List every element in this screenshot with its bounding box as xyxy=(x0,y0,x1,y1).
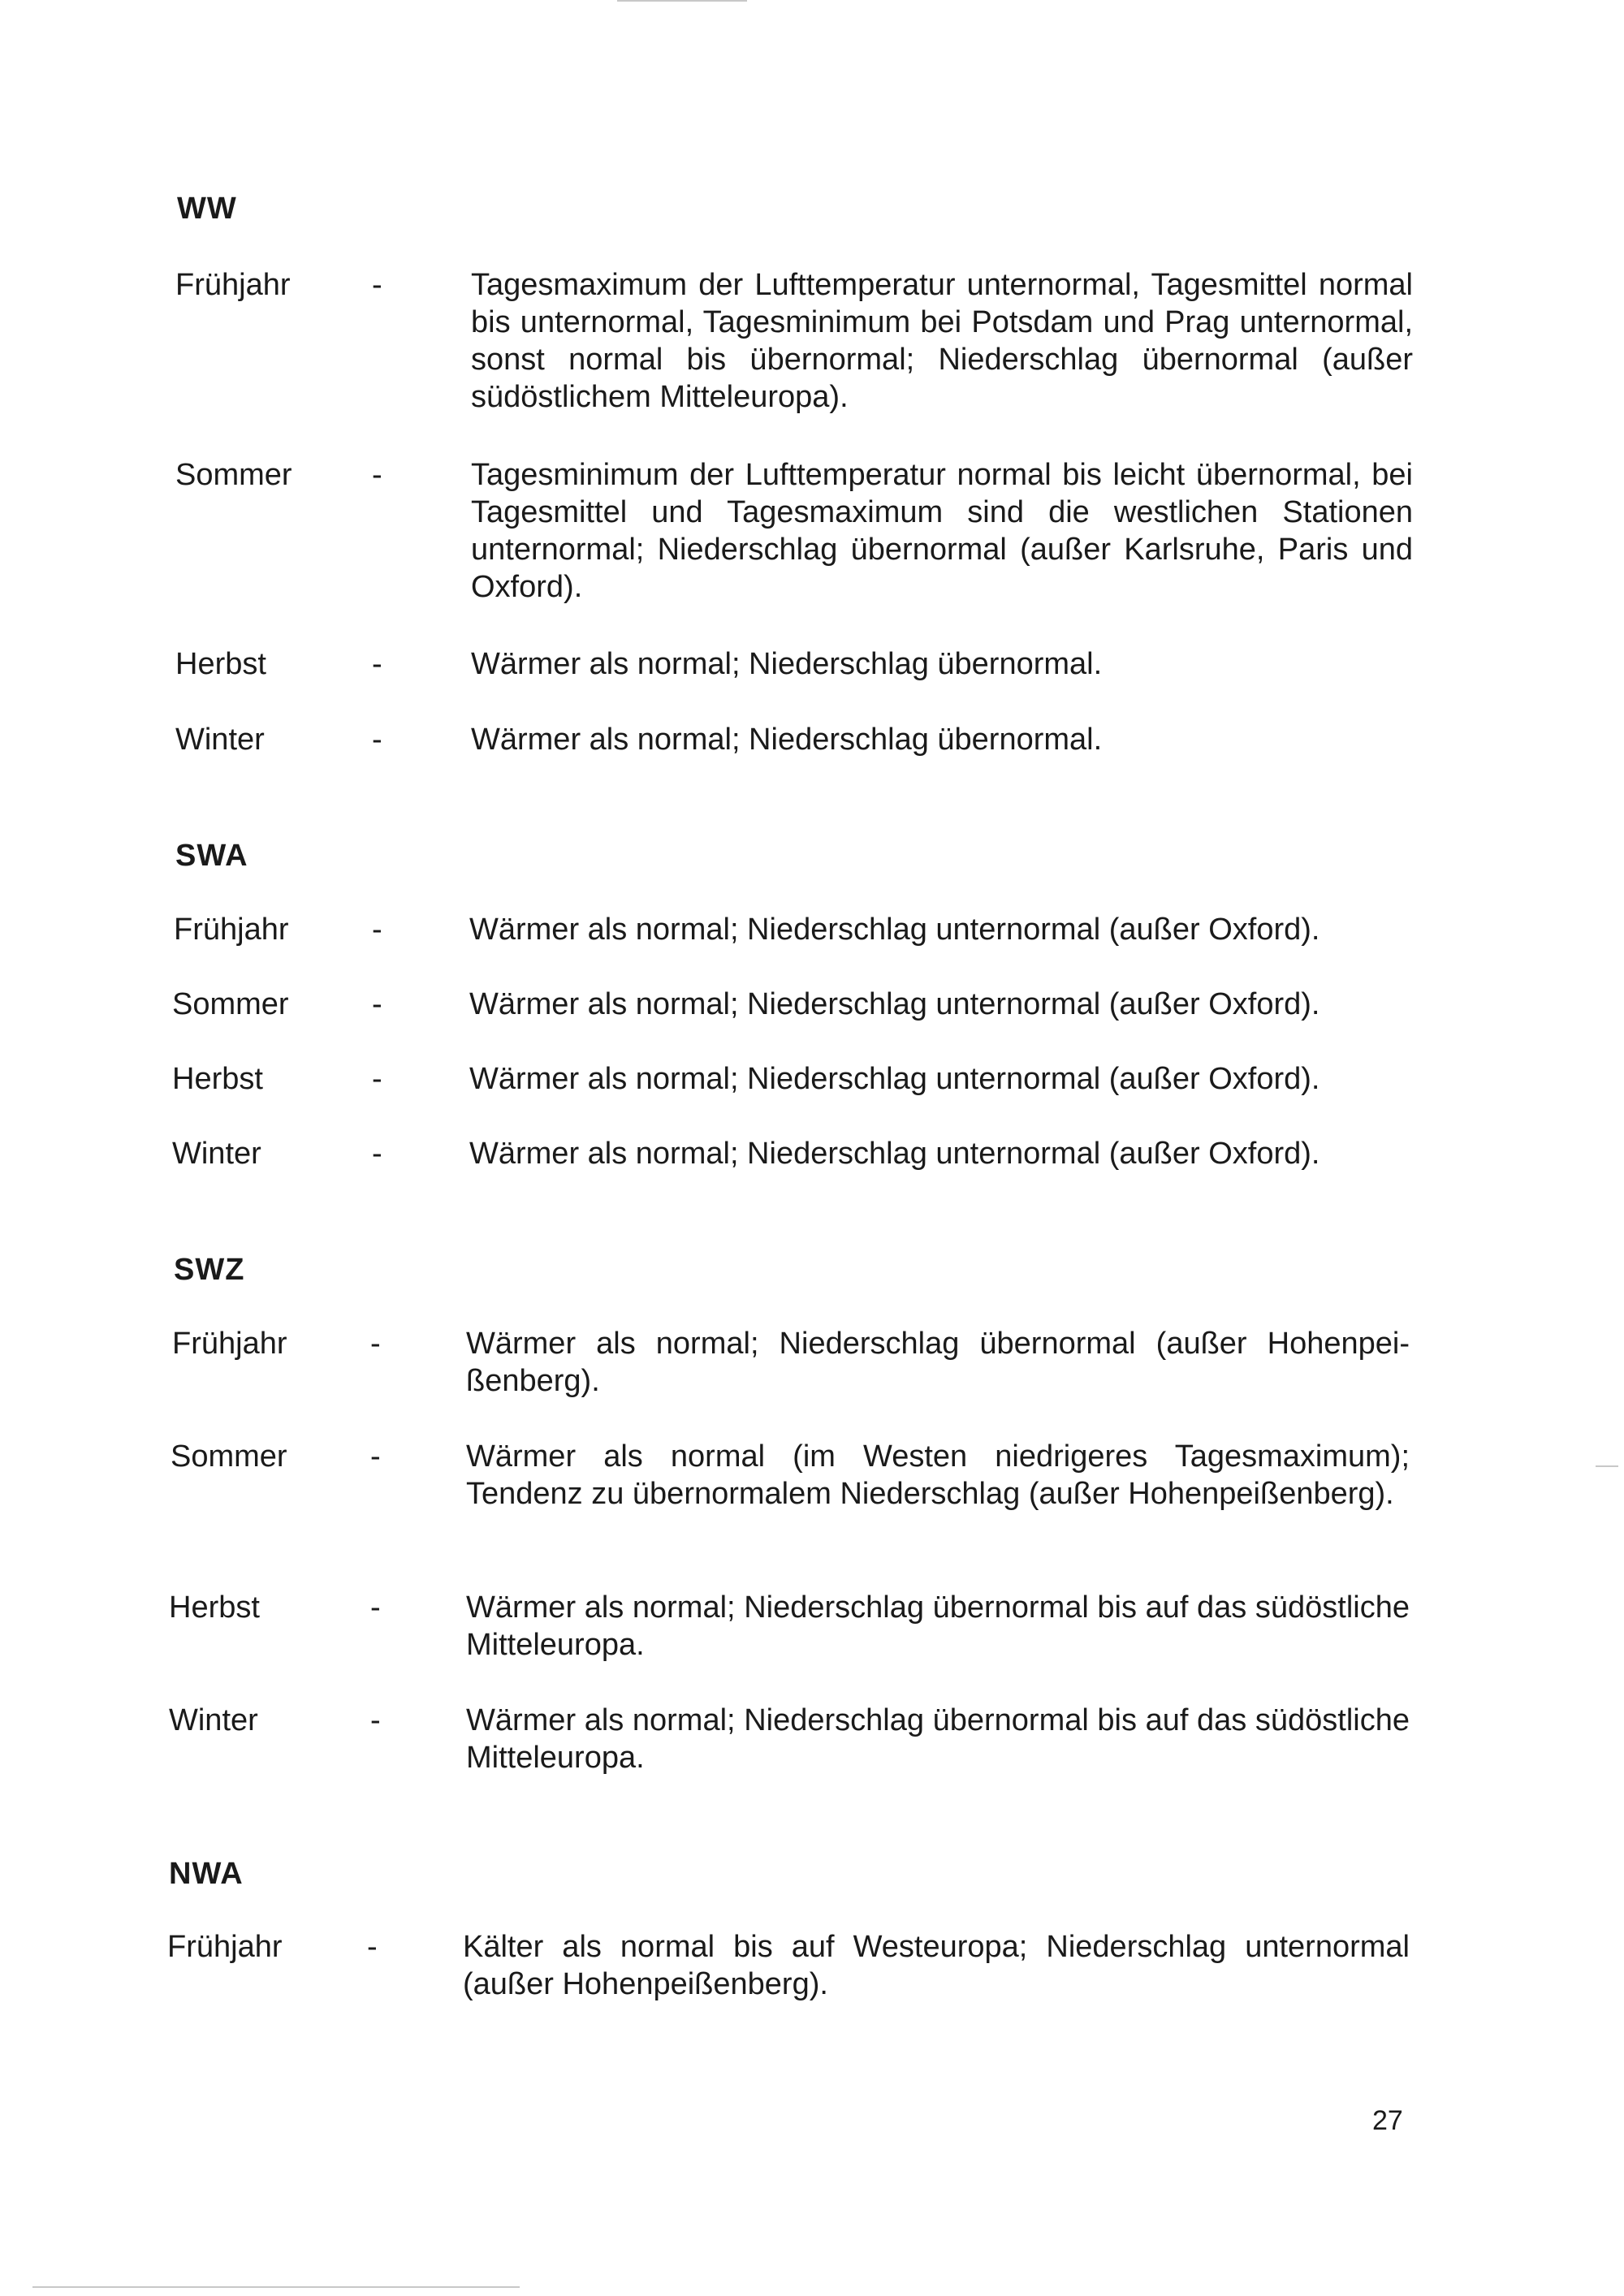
dash: - xyxy=(367,1930,378,1964)
season-label: Frühjahr xyxy=(172,1327,287,1361)
entry-description: Wärmer als normal; Niederschlag übernormal. xyxy=(471,647,1103,681)
entry-description: Wärmer als normal; Niederschlag unternormal (außer Oxford). xyxy=(469,913,1320,947)
entry-description: Wärmer als normal; Niederschlag unternormal (außer Oxford). xyxy=(469,987,1320,1021)
section-heading: SWZ xyxy=(174,1253,245,1287)
section-heading: WW xyxy=(177,192,237,226)
dash: - xyxy=(372,268,382,302)
section-heading: SWA xyxy=(175,839,248,873)
dash: - xyxy=(372,458,382,492)
scan-artifact xyxy=(1596,1465,1618,1467)
entry-description: Tagesmaximum der Lufttemperatur unternormal, Tagesmittel normal bis unternormal, Tagesminimum bei Potsdam und Prag unternormal, sonst normal bis übernormal; Niederschlag übernormal (außer südöstlichem Mitteleuropa). xyxy=(471,268,1413,414)
section-heading: NWA xyxy=(169,1857,244,1891)
season-label: Winter xyxy=(175,723,265,757)
entry-description: Wärmer als normal (im Westen niedrigeres Tagesmaximum); Tendenz zu übernormalem Niederschlag (außer Hohenpeißenberg). xyxy=(466,1439,1410,1511)
season-label: Herbst xyxy=(175,647,266,681)
season-label: Sommer xyxy=(172,987,289,1021)
page-number: 27 xyxy=(1372,2105,1403,2136)
dash: - xyxy=(372,1062,382,1096)
entry-description: Kälter als normal bis auf Westeuropa; Niederschlag unternormal (außer Hohenpeißenberg). xyxy=(463,1930,1410,2001)
entry-description: Wärmer als normal; Niederschlag übernormal bis auf das südöstliche Mitteleuropa. xyxy=(466,1703,1410,1775)
season-label: Herbst xyxy=(172,1062,263,1096)
entry-description: Wärmer als normal; Niederschlag übernormal bis auf das südöstliche Mitteleuropa. xyxy=(466,1590,1410,1662)
dash: - xyxy=(372,987,382,1021)
dash: - xyxy=(372,1137,382,1171)
season-label: Frühjahr xyxy=(174,913,289,947)
entry-description: Wärmer als normal; Niederschlag übernormal (außer Hohenpeißenberg). xyxy=(466,1327,1410,1398)
season-label: Sommer xyxy=(175,458,292,492)
dash: - xyxy=(372,913,382,947)
scan-artifact xyxy=(617,0,747,2)
dash: - xyxy=(370,1439,381,1474)
season-label: Herbst xyxy=(169,1590,260,1625)
season-label: Frühjahr xyxy=(175,268,291,302)
season-label: Sommer xyxy=(171,1439,287,1474)
dash: - xyxy=(370,1703,381,1737)
dash: - xyxy=(370,1590,381,1625)
season-label: Winter xyxy=(172,1137,261,1171)
dash: - xyxy=(372,723,382,757)
scan-artifact xyxy=(32,2286,520,2288)
dash: - xyxy=(370,1327,381,1361)
season-label: Frühjahr xyxy=(167,1930,283,1964)
dash: - xyxy=(372,647,382,681)
entry-description: Wärmer als normal; Niederschlag übernormal. xyxy=(471,723,1103,757)
entry-description: Wärmer als normal; Niederschlag unternormal (außer Oxford). xyxy=(469,1137,1320,1171)
season-label: Winter xyxy=(169,1703,258,1737)
entry-description: Tagesminimum der Lufttemperatur normal bis leicht übernormal, bei Tagesmittel und Tagesmaximum sind die westlichen Stationen unternormal; Niederschlag übernormal (außer Karlsruhe, Paris und Oxford). xyxy=(471,458,1413,604)
entry-description: Wärmer als normal; Niederschlag unternormal (außer Oxford). xyxy=(469,1062,1320,1096)
